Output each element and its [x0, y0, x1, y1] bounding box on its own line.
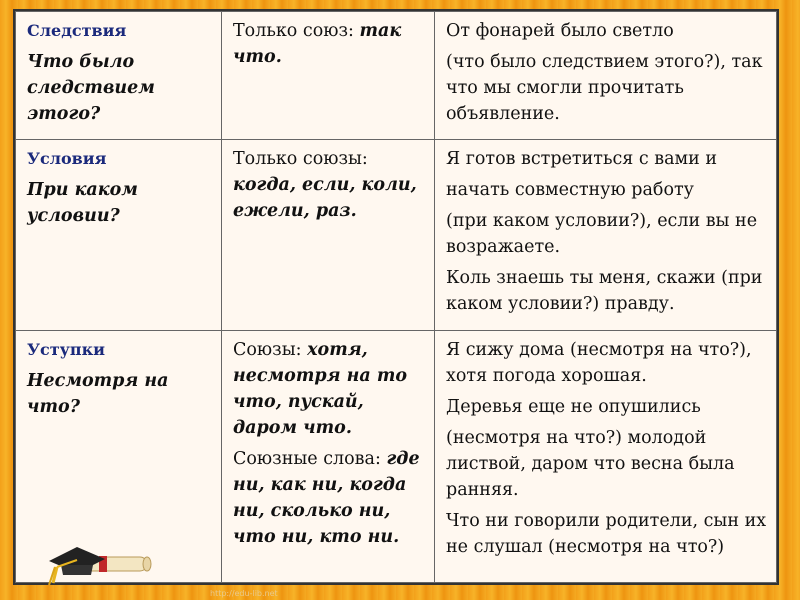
- conjunctive-words-text: [233, 446, 426, 550]
- conjunctions-cell: [222, 12, 435, 140]
- example-text: От фонарей было светло: [446, 21, 674, 41]
- category-label: Следствия: [27, 21, 127, 40]
- conjunctive-words-list: где ни, как ни, когда ни, сколько ни, что ни, кто ни.: [233, 449, 420, 547]
- clause-types-table: [15, 11, 777, 583]
- category-cell: [16, 12, 222, 140]
- table-row: [16, 12, 777, 140]
- conjunctions-intro: Только союзы:: [233, 149, 368, 169]
- slide-frame: [13, 9, 779, 585]
- example-text: Деревья еще не опушились: [446, 397, 701, 417]
- category-question: Несмотря на что?: [27, 371, 169, 417]
- graduation-cap-diploma-icon: [43, 533, 153, 589]
- footer-url: http://edu-lib.net: [210, 589, 278, 598]
- example-text: начать совместную работу: [446, 180, 694, 200]
- example-text: Коль знаешь ты меня, скажи (при каком условии?) правду.: [446, 268, 763, 314]
- category-label: Уступки: [27, 340, 106, 359]
- conjunctions-list: так что.: [233, 21, 402, 67]
- conjunctions-cell: [222, 140, 435, 331]
- conjunctions-intro: Союзы:: [233, 340, 302, 360]
- category-question: Что было следствием этого?: [27, 52, 155, 124]
- conjunctions-text: [233, 146, 426, 224]
- examples-cell: [435, 331, 777, 583]
- conjunctive-words-intro: Союзные слова:: [233, 449, 381, 469]
- example-text: Что ни говорили родители, сын их не слушал (несмотря на что?): [446, 511, 767, 557]
- conjunctions-list: когда, если, коли, ежели, раз.: [233, 175, 417, 221]
- example-text: (несмотря на что?) молодой листвой, даром что весна была ранняя.: [446, 428, 735, 500]
- example-text: (что было следствием этого?), так что мы смогли прочитать объявление.: [446, 52, 763, 124]
- example-text: Я сижу дома (несмотря на что?), хотя погода хорошая.: [446, 340, 752, 386]
- conjunctions-list: хотя, несмотря на то что, пускай, даром что.: [233, 340, 408, 438]
- conjunctions-cell: [222, 331, 435, 583]
- conjunctions-text: [233, 337, 426, 441]
- conjunctions-intro: Только союз:: [233, 21, 354, 41]
- conjunctions-text: [233, 18, 426, 70]
- table-row: [16, 140, 777, 331]
- category-question: При каком условии?: [27, 180, 138, 226]
- examples-cell: [435, 140, 777, 331]
- category-label: Условия: [27, 149, 107, 168]
- category-cell: [16, 140, 222, 331]
- example-text: Я готов встретиться с вами и: [446, 149, 718, 169]
- example-text: (при каком условии?), если вы не возражаете.: [446, 211, 758, 257]
- examples-cell: [435, 12, 777, 140]
